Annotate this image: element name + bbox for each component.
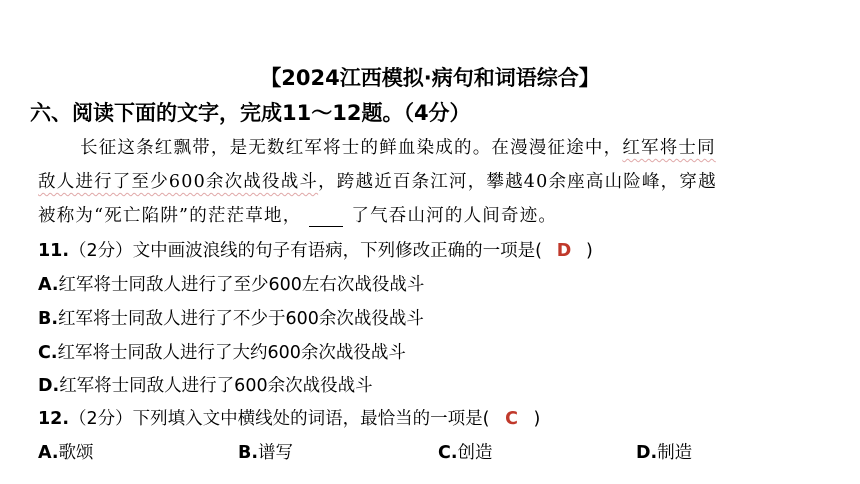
page-title: 【2024江西模拟·病句和词语综合】 bbox=[260, 66, 600, 90]
option-text: 谱写 bbox=[258, 443, 293, 463]
option-text: 红军将士同敌人进行了600余次战役战斗 bbox=[59, 376, 373, 396]
section-heading: 六、阅读下面的文字，完成11～12题。（4分） bbox=[30, 101, 471, 125]
option-text: 创造 bbox=[457, 443, 493, 463]
option-letter: B. bbox=[38, 309, 58, 329]
question-close: ) bbox=[533, 409, 541, 429]
fill-in-blank bbox=[309, 208, 343, 227]
passage-text: 了气吞山河的人间奇迹。 bbox=[351, 206, 558, 226]
option-text: 红军将士同敌人进行了不少于600余次战役战斗 bbox=[58, 309, 424, 329]
passage-text: 被称为“死亡陷阱”的茫茫草地， bbox=[38, 206, 302, 226]
answer-mark: C bbox=[505, 409, 518, 429]
option-letter: C. bbox=[38, 343, 58, 363]
q11-option-b bbox=[38, 305, 424, 330]
option-letter: D. bbox=[38, 376, 60, 396]
option-text: 红军将士同敌人进行了至少600左右次战役战斗 bbox=[58, 275, 425, 295]
passage-line-3 bbox=[38, 202, 557, 227]
wavy-underlined-sentence: 红军将士同 bbox=[622, 138, 716, 158]
passage-line-2 bbox=[38, 168, 717, 193]
wavy-underlined-sentence: 敌人进行了至少600余次战役战斗 bbox=[38, 172, 319, 192]
q12-option-d bbox=[636, 439, 692, 464]
q11-option-d bbox=[38, 372, 373, 397]
passage-line-1 bbox=[80, 134, 716, 159]
option-letter: A. bbox=[38, 275, 59, 295]
q12-option-c bbox=[438, 439, 493, 464]
question-stem: （2分）下列填入文中横线处的词语，最恰当的一项是( bbox=[69, 409, 490, 429]
option-text: 红军将士同敌人进行了大约600余次战役战斗 bbox=[57, 343, 406, 363]
question-12 bbox=[38, 405, 540, 430]
passage-text: ，跨越近百条江河，攀越40余座高山险峰，穿越 bbox=[318, 172, 717, 192]
passage-text: 长征这条红飘带，是无数红军将士的鲜血染成的。在漫漫征途中， bbox=[80, 138, 623, 158]
q11-option-c bbox=[38, 339, 406, 364]
question-number: 11. bbox=[38, 241, 70, 261]
option-letter: A. bbox=[38, 443, 59, 463]
q11-option-a bbox=[38, 271, 424, 296]
option-letter: B. bbox=[238, 443, 258, 463]
option-letter: D. bbox=[636, 443, 658, 463]
question-close: ) bbox=[585, 241, 593, 261]
question-stem: （2分）文中画波浪线的句子有语病，下列修改正确的一项是( bbox=[69, 241, 542, 261]
answer-mark: D bbox=[556, 241, 572, 261]
q12-option-b bbox=[238, 439, 293, 464]
option-text: 歌颂 bbox=[58, 443, 94, 463]
question-number: 12. bbox=[38, 409, 70, 429]
option-letter: C. bbox=[438, 443, 458, 463]
question-11 bbox=[38, 237, 593, 262]
option-text: 制造 bbox=[657, 443, 693, 463]
q12-option-a bbox=[38, 439, 94, 464]
